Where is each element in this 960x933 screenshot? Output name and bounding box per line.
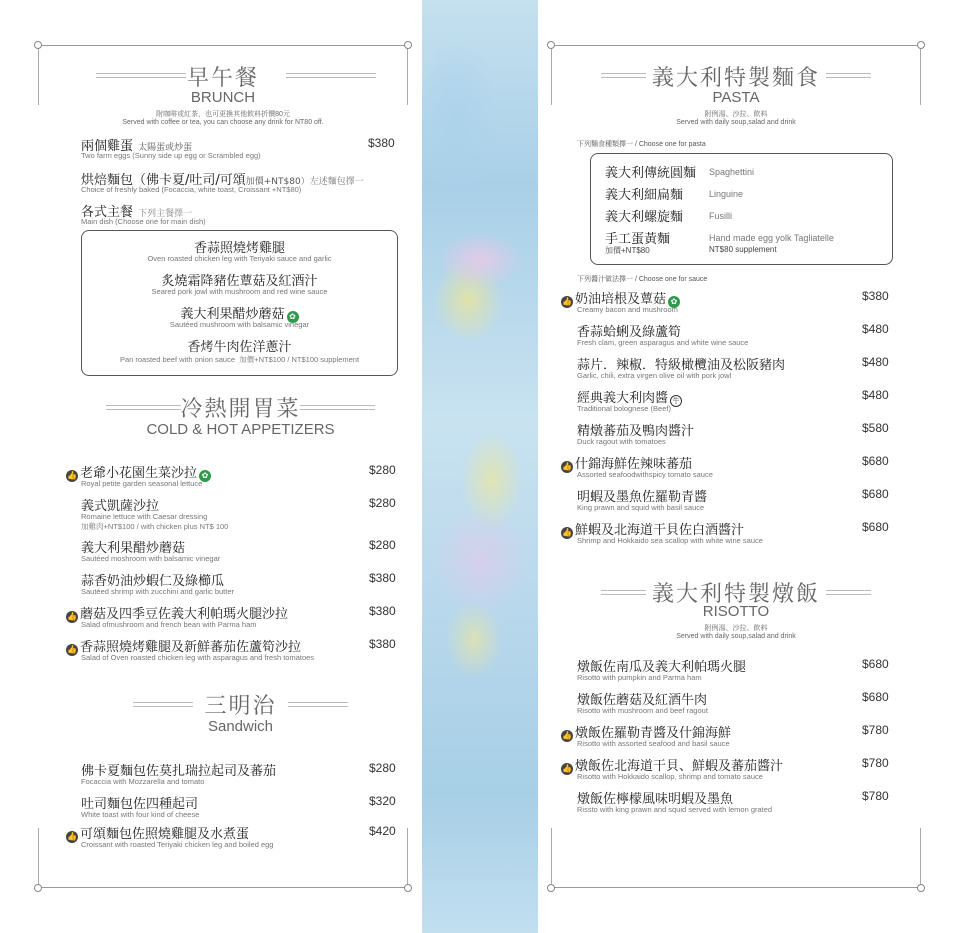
thumbs-up-icon: 👍 [562,462,572,471]
left-menu-panel: 早午餐 BRUNCH 附咖啡或紅茶，也可更換其他飲料折價80元 Served with coffee or tea, you can choose any drink for NT80 off. 兩個雞蛋 太陽蛋或炒蛋 Two farm eggs (Sunny side up egg or Scrambled egg) $380 烘焙麵包（佛卡夏/吐司/可頌加價+NT$80）左述麵包擇一 Choice of freshly baked (Focaccia, white toast, Croissant +NT$80) 各式主餐 下列主餐擇一 Main dish (Choose one for main dish) 香蒜照燒烤雞腿 Oven roasted chicken leg with Teriyaki sauce and garlic 炙燒霜降豬佐蕈菇及紅酒汁 Seared pork jowl with mushroom and red wine sauce 義大利果醋炒蘑菇 ✿ Sautéed mushroom with balsamic vinegar 香烤牛肉佐洋蔥汁 Pan roasted beef with onion sauce 加價+NT$100 / NT$100 supplement 冷熱開胃菜 COLD & HOT APPETIZERS 👍 老爺小花園生菜沙拉 ✿ Royal petite garden seasonal lettuce $280 義式凱薩沙拉 Romaine lettuce with Caesar dressing 加雞肉+NT$100 / with chicken plus NT$ 100 $280 義大利果醋炒蘑菇 Sautéed moshroom with balsamic vinegar $280 蒜香奶油炒蝦仁及綠櫛瓜 Sautéed shrimp with zucchini and garlic butter $380 👍 蘑菇及四季豆佐義大利帕瑪火腿沙拉 Salad ofmushroom and french bean with Parma ham $380 👍 香蒜照燒烤雞腿及新鮮蕃茄佐蘆筍沙拉 Salad of Oven roasted chicken leg with asparagus and fresh tomatoes $380 三明治 Sandwich 佛卡夏麵包佐莫扎瑞拉起司及蕃茄 Focaccia with Mozzarella and tomato $280 吐司麵包佐四種起司 White toast with four kind of cheese $320 👍 可頌麵包佐照燒雞腿及水煮蛋 Croissant with roasted Teriyaki chicken leg and boiled egg $420 [38,45,408,888]
pasta-title: 義大利特製麵食 [651,66,820,91]
thumbs-up-icon: 👍 [67,832,77,841]
appetizers-title: 冷熱開胃菜 [180,397,301,422]
menu-item: 烘焙麵包（佛卡夏/吐司/可頌加價+NT$80）左述麵包擇一 [81,173,364,188]
appetizers-subtitle: COLD & HOT APPETIZERS [146,421,335,438]
watercolor-strip [422,0,538,933]
beef-icon: 牛 [670,395,682,407]
brunch-title: 早午餐 [186,66,259,91]
sandwich-subtitle: Sandwich [207,718,274,735]
thumbs-up-icon: 👍 [562,528,572,537]
price: $380 [368,136,395,150]
thumbs-up-icon: 👍 [67,471,77,480]
vegetarian-icon: ✿ [668,296,680,308]
brunch-note-zh: 附咖啡或紅茶，也可更換其他飲料折價80元 [156,111,290,118]
pasta-subtitle: PASTA [712,89,760,106]
thumbs-up-icon: 👍 [67,645,77,654]
sandwich-title: 三明治 [204,694,277,719]
brunch-note-en: Served with coffee or tea, you can choose any drink for NT80 off. [122,119,324,126]
right-menu-panel: 義大利特製麵食 PASTA 附例湯、沙拉、飲料 Served with daily soup,salad and drink 下列麵食種類擇一 / Choose one for pasta 義大利傳統圓麵 Spaghettini 義大利細扁麵 Linguine 義大利螺旋麵 Fusilli 手工蛋黃麵 加價+NT$80 Hand made egg yolk Tagliatelle NT$80 supplement 下列醬汁做法擇一 / Choose one for sauce 👍 奶油培根及蕈菇 ✿ Creamy bacon and mushroom $380 香蒜蛤蜊及綠蘆筍 Fresh clam, green asparagus and white wine sauce $480 蒜片．辣椒．特級橄欖油及松阪豬肉 Garlic, chili, extra virgen olive oil with pork jowl $480 經典義大利肉醬 牛 Traditional bolognese (Beef) $480 精燉蕃茄及鴨肉醬汁 Duck ragout with tomatoes $580 👍 什錦海鮮佐辣味蕃茄 Assorted seafoodwithspicy tomato sauce $680 明蝦及墨魚佐羅勒青醬 King prawn and squid with basil sauce $680 👍 鮮蝦及北海道干貝佐白酒醬汁 Shrimp and Hokkaido sea scallop with white wine sauce $680 義大利特製燉飯 RISOTTO 附例湯、沙拉、飲料 Served with daily soup,salad and drink 燉飯佐南瓜及義大利帕瑪火腿 Risotto with pumpkin and Parma ham $680 燉飯佐蘑菇及紅酒牛肉 Risotto with mushroom and beef ragout $680 👍 燉飯佐羅勒青醬及什錦海鮮 Risotto with assorted seafood and basil sauce $780 👍 燉飯佐北海道干貝、鮮蝦及蕃茄醬汁 Risotto with Hokkaido scallop, shrimp and tomato sauce $780 燉飯佐檸檬風味明蝦及墨魚 Rissto with king prawn and squid served with lemon grated $780 [551,45,921,888]
risotto-subtitle: RISOTTO [702,603,770,620]
vegetarian-icon: ✿ [287,311,299,323]
risotto-title: 義大利特製燉飯 [651,582,820,607]
thumbs-up-icon: 👍 [67,612,77,621]
thumbs-up-icon: 👍 [562,731,572,740]
vegetarian-icon: ✿ [199,470,211,482]
menu-item: 各式主餐 下列主餐擇一 [81,205,193,220]
brunch-subtitle: BRUNCH [190,89,256,106]
menu-item: 兩個雞蛋 太陽蛋或炒蛋 [81,139,193,154]
thumbs-up-icon: 👍 [562,297,572,306]
thumbs-up-icon: 👍 [562,764,572,773]
